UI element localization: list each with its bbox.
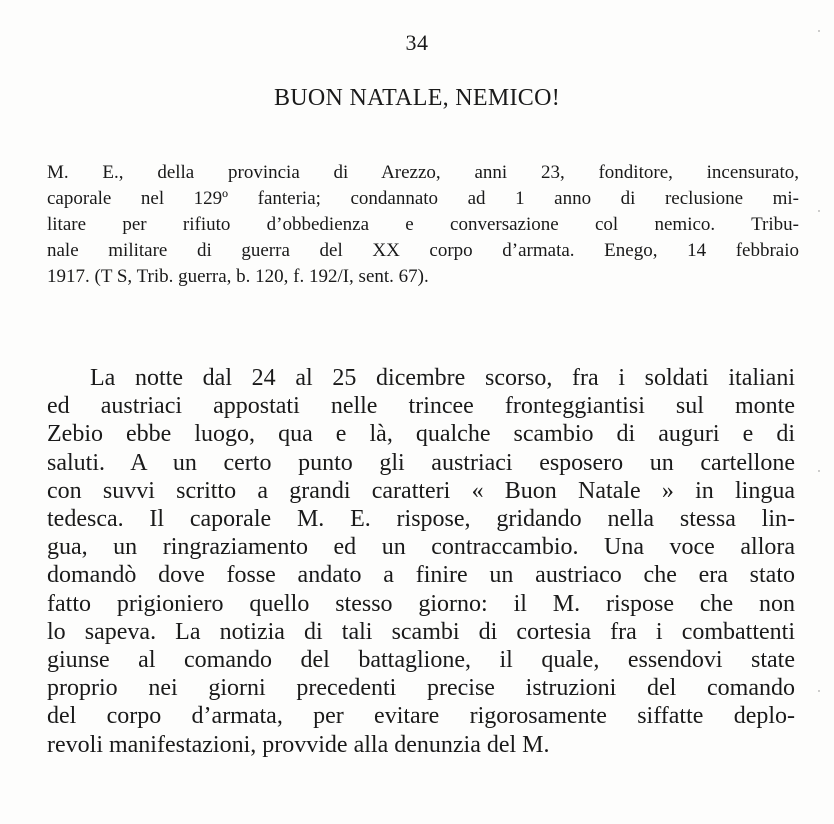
body-line: revoli manifestazioni, provvide alla denunzia del M. [47,731,550,758]
scan-speck [818,470,820,472]
body-line: del corpo d’armata, per evitare rigorosamente siffatte deplo- [47,703,795,730]
body-line: fatto prigioniero quello stesso giorno: il M. rispose che non [47,590,795,617]
body-line: ed austriaci appostati nelle trincee fronteggiantisi sul monte [47,393,795,420]
case-header-line: 1917. (T S, Trib. guerra, b. 120, f. 192/I, sent. 67). [47,266,429,287]
body-line: domandò dove fosse andato a finire un austriaco che era stato [47,562,795,589]
body-line: Zebio ebbe luogo, qua e là, qualche scambio di auguri e di [47,421,795,448]
body-line: proprio nei giorni precedenti precise istruzioni del comando [47,675,795,702]
chapter-title: BUON NATALE, NEMICO! [273,85,561,111]
page-number: 34 [405,30,429,55]
body-line: tedesca. Il caporale M. E. rispose, gridando nella stessa lin- [47,506,795,533]
case-header-line: litare per rifiuto d’obbedienza e conversazione col nemico. Tribu- [47,214,799,235]
body-line: lo sapeva. La notizia di tali scambi di cortesia fra i combattenti [47,618,795,645]
scan-speck [818,210,820,212]
case-header-line: nale militare di guerra del XX corpo d’armata. Enego, 14 febbraio [47,240,799,261]
case-header [47,160,799,290]
case-header-line: M. E., della provincia di Arezzo, anni 23, fonditore, incensurato, [47,162,799,183]
scan-speck [818,690,820,692]
case-header-line: caporale nel 129º fanteria; condannato ad 1 anno di reclusione mi- [47,188,799,209]
body-line: gua, un ringraziamento ed un contraccambio. Una voce allora [47,534,795,561]
body-line: La notte dal 24 al 25 dicembre scorso, fra i soldati italiani [90,365,795,391]
body-line: saluti. A un certo punto gli austriaci esposero un cartellone [47,449,795,476]
body-paragraph [47,364,795,759]
scan-speck [818,30,820,32]
body-line: giunse al comando del battaglione, il quale, essendovi state [47,647,795,674]
body-line: con suvvi scritto a grandi caratteri « Buon Natale » in lingua [47,477,795,504]
